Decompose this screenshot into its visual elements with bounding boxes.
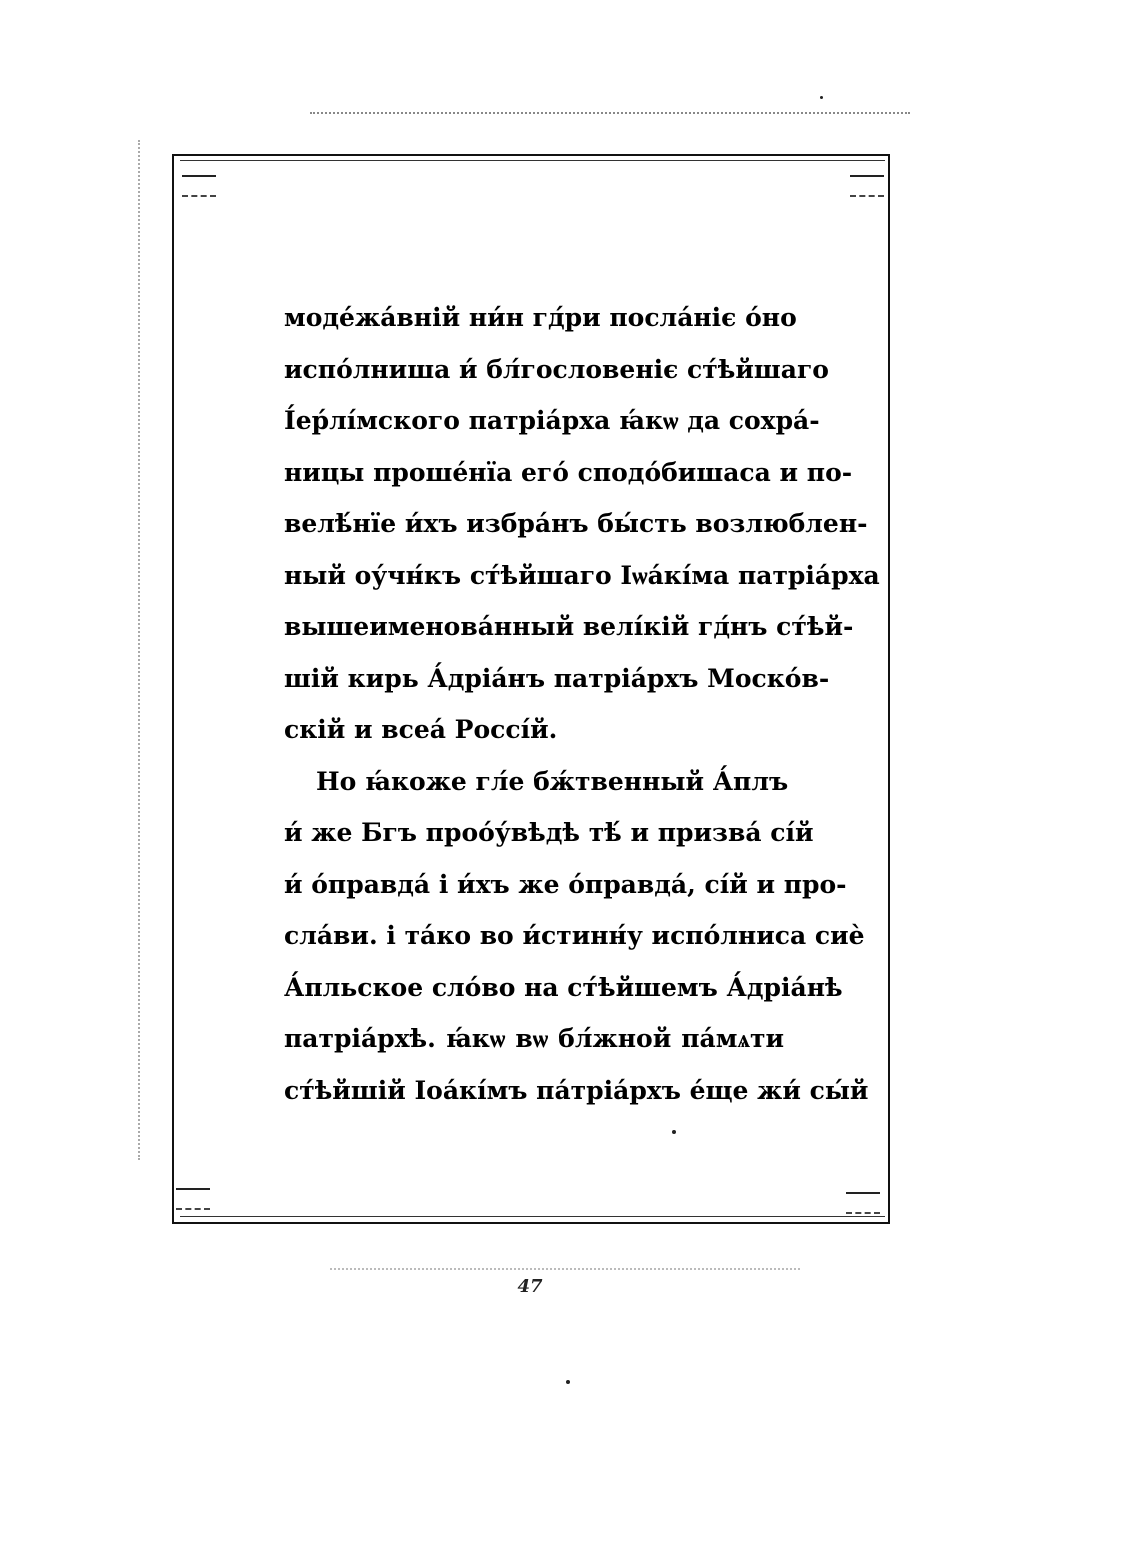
- text-line: велѣ́нїе и́хъ избра́нъ бы́сть возлюблен-: [284, 509, 868, 538]
- ink-speck: [672, 1130, 676, 1134]
- text-line: вышеименова́нный велі́кій гд́нъ ст́ѣй-: [284, 612, 854, 641]
- text-line: А́пльское сло́во на ст́ѣйшемъ А́дріа́нѣ: [284, 972, 843, 1002]
- text-line: ный оу́чн́къ ст́ѣйшаго Іѡа́кі́ма патріа́рха: [284, 560, 880, 590]
- text-line: шій кирь А́дріа́нъ патріа́рхъ Моско́в-: [284, 663, 830, 693]
- frame-inner-top-rule: [180, 160, 885, 161]
- text-line: моде́жа́вній ни́н гд́ри посла́ніє о́но: [284, 303, 797, 332]
- text-line: патріа́рхѣ. ꙗ́кѡ вѡ бл́жной па́мѧти: [284, 1024, 784, 1053]
- text-line: ницы проше́нїа его́ сподо́бишаса и по-: [284, 457, 853, 487]
- text-line: скій и всеа́ Россі́й.: [284, 715, 558, 744]
- text-line: Но ꙗ́коже гл́е бж́твенный А́плъ: [316, 766, 789, 796]
- text-line: ст́ѣйшій Іоа́кі́мъ па́тріа́рхъ е́ще жи́ сы́й: [284, 1075, 869, 1105]
- text-line: и́ о́правда́ і и́хъ же о́правда́, сі́й и про-: [284, 869, 847, 899]
- corner-ornament-bottom-right: [846, 1192, 880, 1214]
- corner-ornament-bottom-left: [176, 1188, 210, 1210]
- ink-speck: [566, 1380, 570, 1384]
- body-text: [284, 292, 880, 1116]
- text-line: сла́ви. і та́ко во и́стинн́у испо́лниса сиѐ: [284, 921, 865, 950]
- text-line: и́ же Бгъ проо́у́вѣдѣ тѣ́ и призва́ сі́й: [284, 818, 814, 847]
- bottom-dotted-rule: [330, 1268, 800, 1270]
- frame-inner-bottom-rule: [180, 1216, 885, 1217]
- ink-speck: [820, 96, 823, 99]
- text-line: І́ер́лі́мского патріа́рха ꙗ́кѡ да сохра́-: [284, 406, 820, 435]
- corner-ornament-top-left: [182, 175, 216, 197]
- text-line: испо́лниша и́ бл́гословеніє ст́ѣйшаго: [284, 354, 829, 384]
- page-number: 47: [517, 1276, 543, 1297]
- top-dotted-rule: [310, 112, 910, 114]
- left-dotted-rule: [138, 140, 140, 1160]
- corner-ornament-top-right: [850, 175, 884, 197]
